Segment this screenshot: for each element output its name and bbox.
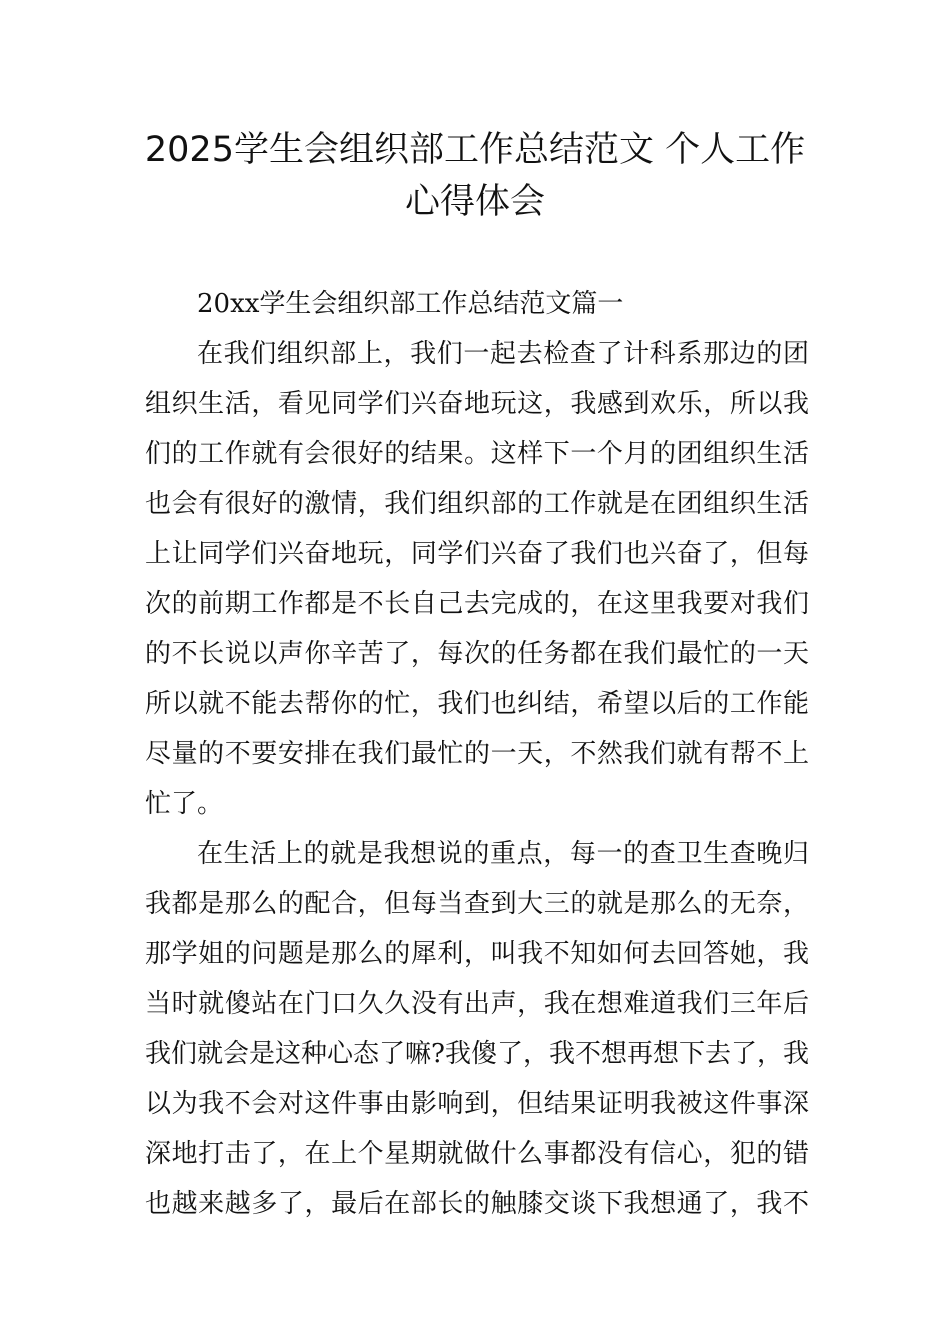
paragraph-line: 在生活上的就是我想说的重点，每一的查卫生查晚归 — [197, 839, 809, 869]
paragraph-line: 所以就不能去帮你的忙，我们也纠结，希望以后的工作能 — [145, 689, 809, 719]
title-line-2: 心得体会 — [404, 182, 545, 222]
paragraph-line: 当时就傻站在门口久久没有出声，我在想难道我们三年后 — [145, 989, 809, 1019]
paragraph-line: 忙了。 — [145, 789, 224, 819]
paragraph-line: 上让同学们兴奋地玩，同学们兴奋了我们也兴奋了，但每 — [145, 539, 809, 569]
paragraph-line: 深地打击了，在上个星期就做什么事都没有信心，犯的错 — [145, 1139, 809, 1169]
paragraph-line: 在我们组织部上，我们一起去检查了计科系那边的团 — [197, 339, 809, 369]
paragraph-line: 也会有很好的激情，我们组织部的工作就是在团组织生活 — [145, 489, 809, 519]
paragraph-line: 我都是那么的配合，但每当查到大三的就是那么的无奈， — [145, 889, 809, 919]
paragraph-line: 组织生活，看见同学们兴奋地玩这，我感到欢乐，所以我 — [145, 389, 809, 419]
paragraph-line: 们的工作就有会很好的结果。这样下一个月的团组织生活 — [145, 439, 809, 469]
paragraph-line: 我们就会是这种心态了嘛?我傻了，我不想再想下去了，我 — [145, 1039, 809, 1069]
paragraph-line: 也越来越多了，最后在部长的触膝交谈下我想通了，我不 — [145, 1189, 809, 1219]
paragraph-line: 尽量的不要安排在我们最忙的一天，不然我们就有帮不上 — [145, 739, 809, 769]
section-heading: 20xx学生会组织部工作总结范文篇一 — [197, 289, 624, 319]
document-title — [100, 124, 850, 228]
paragraph-line: 次的前期工作都是不长自己去完成的，在这里我要对我们 — [145, 589, 809, 619]
paragraph-line: 那学姐的问题是那么的犀利，叫我不知如何去回答她，我 — [145, 939, 809, 969]
paragraph-line: 以为我不会对这件事由影响到，但结果证明我被这件事深 — [145, 1089, 809, 1119]
paragraph-line: 的不长说以声你辛苦了，每次的任务都在我们最忙的一天 — [145, 639, 809, 669]
title-line-1: 2025学生会组织部工作总结范文 个人工作 — [144, 130, 806, 170]
document-body — [145, 279, 809, 1229]
